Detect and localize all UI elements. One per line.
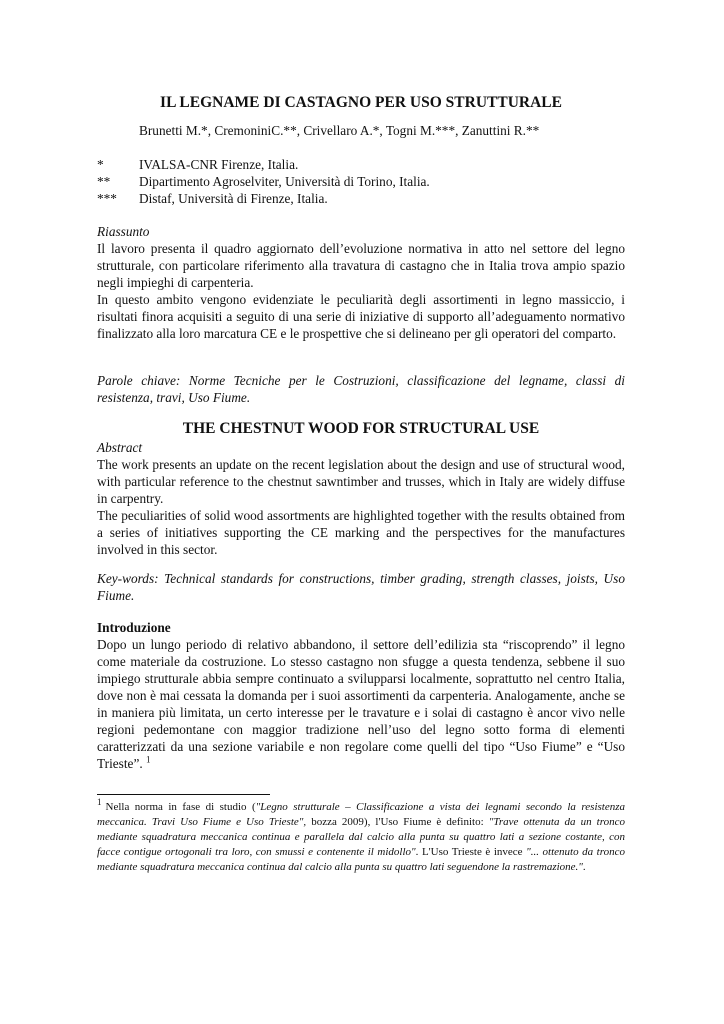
footnote-part-d: "Trave ottenuta da un tronco mediante squadratura meccanica continua e parallela dal calcio alla punta su quattro lati a sezione costante, con facce contigue ortogonali tra loro, con smussi e contenente il midollo": [97, 816, 625, 858]
riassunto-paragraph-1: Il lavoro presenta il quadro aggiornato dell’evoluzione normativa in atto nel settore del legno strutturale, con particolare riferimento alla travatura di castagno che in Italia trova ampio spazio negli impieghi di carpenteria.: [97, 241, 625, 290]
footnote-part-b: "Legno strutturale – Classificazione a vista dei legnami secondo la resistenza meccanica. Travi Uso Fiume e Uso Trieste",: [97, 801, 625, 828]
affiliation-1: [97, 157, 298, 173]
riassunto-paragraph-2: In questo ambito vengono evidenziate le peculiarità degli assortimenti in legno massiccio, i risultati finora acquisiti a seguito di una serie di iniziative di supporto all’adeguamento normativo finalizzato alla loro marcatura CE e le prospettive che si delineano per gli operatori del comparto.: [97, 292, 625, 341]
affiliation-text: Distaf, Università di Firenze, Italia.: [139, 191, 328, 206]
riassunto-section: [97, 223, 625, 342]
footnote: [97, 797, 625, 875]
footnote-number: 1: [97, 797, 102, 808]
title-english: THE CHESTNUT WOOD FOR STRUCTURAL USE: [182, 420, 540, 437]
affiliation-mark: ***: [97, 191, 117, 206]
footnote-divider: [97, 794, 270, 795]
intro-paragraph: [97, 636, 625, 772]
abstract-paragraph-2: The peculiarities of solid wood assortments are highlighted together with the results obtained from a series of initiatives supporting the CE marking and the perspectives for the manufactures involved in this sector.: [97, 508, 625, 557]
authors-line: Brunetti M.*, CremoniniC.**, Crivellaro A.*, Togni M.***, Zanuttini R.**: [139, 123, 540, 138]
affiliation-text: Dipartimento Agroselviter, Università di Torino, Italia.: [139, 174, 430, 189]
affiliation-3: [97, 191, 328, 207]
parole-chiave-text: Parole chiave: Norme Tecniche per le Costruzioni, classificazione del legname, classi di resistenza, travi, Uso Fiume.: [97, 373, 625, 405]
affiliation-mark: *: [97, 157, 104, 172]
introduction-section: [97, 619, 625, 772]
abstract-section: [97, 439, 625, 558]
abstract-paragraph-1: The work presents an update on the recent legislation about the design and use of structural wood, with particular reference to the chestnut sawntimber and trusses, which in Italy are widely diffuse in carpentry.: [97, 457, 625, 506]
footnote-reference: 1: [146, 754, 151, 765]
keywords-text: Key-words: Technical standards for constructions, timber grading, strength classes, joists, Uso Fiume.: [97, 571, 625, 603]
footnote-part-f: "... ottenuto da tronco mediante squadratura meccanica continua dal calcio alla punta su quattro lati seguendone la rastremazione.": [97, 846, 625, 873]
affiliation-text: IVALSA-CNR Firenze, Italia.: [139, 157, 299, 172]
footnote-part-g: .: [582, 861, 586, 873]
affiliation-mark: **: [97, 174, 111, 189]
parole-chiave: [97, 372, 625, 406]
footnote-part-a: Nella norma in fase di studio (: [105, 801, 256, 813]
footnote-part-c: bozza 2009), l'Uso Fiume è definito:: [306, 816, 489, 828]
intro-text: Dopo un lungo periodo di relativo abbandono, il settore dell’edilizia sta “riscoprendo” il legno come materiale da costruzione. Lo stesso castagno non sfugge a questa tendenza, sebbene il suo impiego strutturale abbia sempre continuato a svilupparsi localmente, soprattutto nel centro Italia, dove non è mai cessata la domanda per i suoi assortimenti da carpenteria. Analogamente, anche se in maniera più limitata, un certo interesse per le travature e i solai di castagno è ancor vivo nelle regioni pedemontane con maggior tradizione nell’uso del legno sotto forma di elementi caratterizzati da una sezione variabile e non regolare come quelli del tipo “Uso Fiume” e “Uso Trieste”.: [97, 637, 625, 771]
footnote-part-e: . L'Uso Trieste è invece: [415, 846, 527, 858]
affiliation-2: [97, 174, 430, 190]
abstract-label: Abstract: [97, 440, 143, 455]
title-italian: IL LEGNAME DI CASTAGNO PER USO STRUTTURALE: [160, 94, 562, 111]
keywords: [97, 570, 625, 604]
riassunto-label: Riassunto: [97, 224, 150, 239]
intro-heading: Introduzione: [97, 620, 171, 635]
